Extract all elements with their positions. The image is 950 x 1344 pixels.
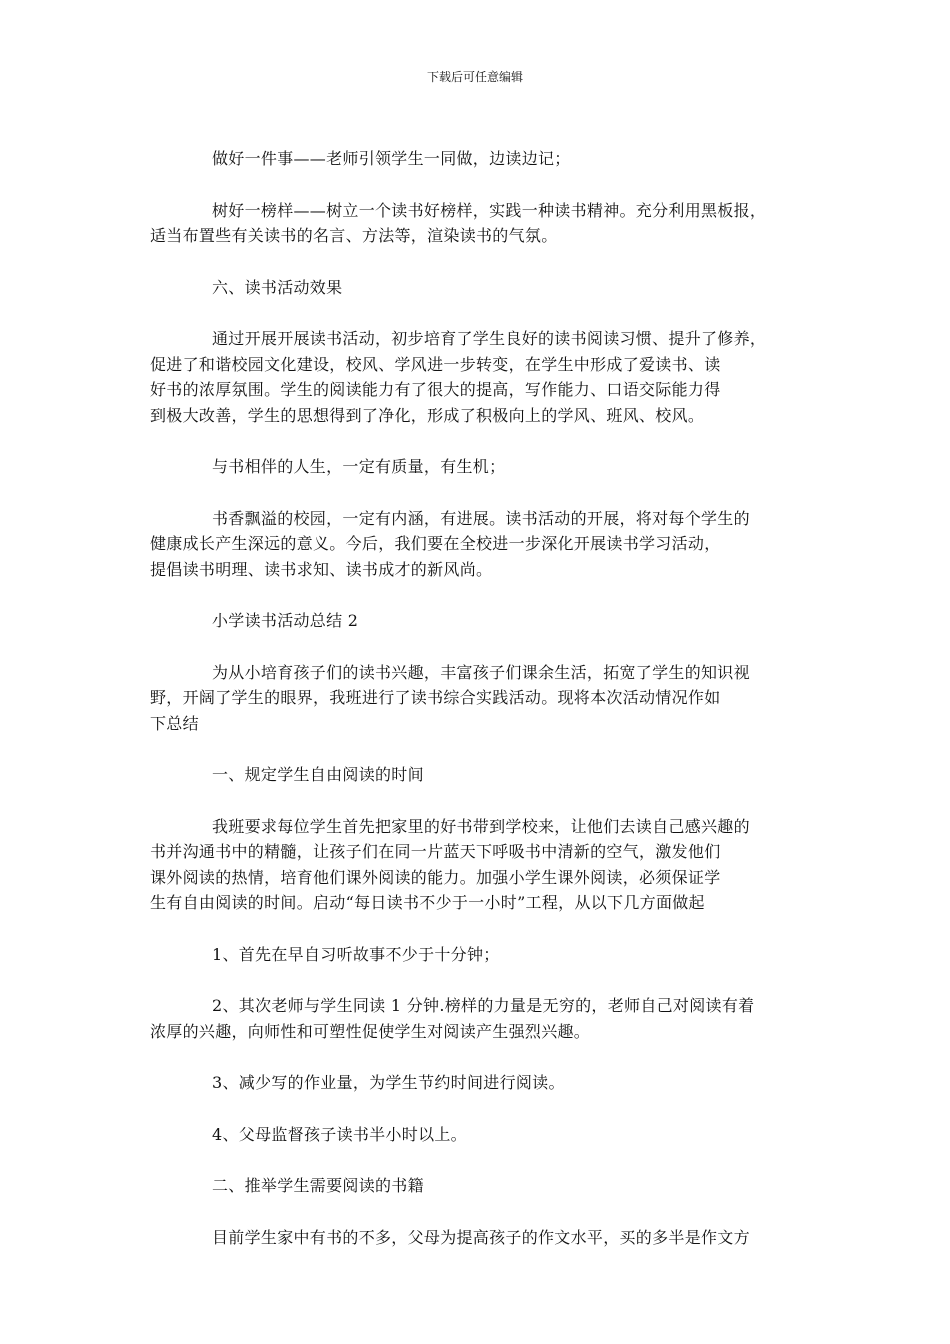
text-line: 与书相伴的人生，一定有质量，有生机； xyxy=(212,457,506,476)
text-line: 2、其次老师与学生同读 1 分钟.榜样的力量是无穷的，老师自己对阅读有着 xyxy=(212,996,755,1015)
text-line: 小学读书活动总结 2 xyxy=(212,611,359,630)
paragraph xyxy=(181,146,781,172)
text-line: 书并沟通书中的精髓，让孩子们在同一片蓝天下呼吸书中清新的空气，激发他们 xyxy=(150,842,721,861)
text-line: 促进了和谐校园文化建设，校风、学风进一步转变，在学生中形成了爱读书、读 xyxy=(150,354,721,374)
paragraph xyxy=(181,762,781,788)
text-line: 下总结 xyxy=(150,713,199,733)
paragraph xyxy=(181,454,781,480)
text-line: 1、首先在早自习听故事不少于十分钟； xyxy=(212,944,500,964)
text-line: 通过开展开展读书活动，初步培育了学生良好的读书阅读习惯、提升了修养， xyxy=(212,329,767,348)
paragraph xyxy=(181,608,781,634)
text-line: 适当布置些有关读书的名言、方法等，渲染读书的气氛。 xyxy=(150,226,558,245)
text-line: 野，开阔了学生的眼界，我班进行了读书综合实践活动。现将本次活动情况作如 xyxy=(150,688,721,707)
paragraph xyxy=(181,275,781,301)
paragraph xyxy=(181,1070,781,1096)
text-line: 为从小培育孩子们的读书兴趣，丰富孩子们课余生活，拓宽了学生的知识视 xyxy=(212,662,750,682)
text-line: 目前学生家中有书的不多，父母为提高孩子的作文水平，买的多半是作文方 xyxy=(212,1227,750,1247)
text-line: 到极大改善，学生的思想得到了净化，形成了积极向上的学风、班风、校风。 xyxy=(150,405,705,425)
paragraph xyxy=(181,942,781,968)
paragraph xyxy=(150,993,781,1044)
text-line: 树好一榜样——树立一个读书好榜样，实践一种读书精神。充分利用黑板报， xyxy=(212,200,767,220)
text-line: 浓厚的兴趣，向师性和可塑性促使学生对阅读产生强烈兴趣。 xyxy=(150,1021,591,1041)
page-header: 下载后可任意编辑 xyxy=(426,70,523,84)
paragraph xyxy=(150,198,781,249)
text-line: 3、减少写的作业量，为学生节约时间进行阅读。 xyxy=(212,1073,565,1092)
paragraph xyxy=(150,814,781,916)
text-line: 一、规定学生自由阅读的时间 xyxy=(212,765,424,784)
paragraph xyxy=(181,1122,781,1148)
text-line: 生有自由阅读的时间。启动“每日读书不少于一小时”工程，从以下几方面做起 xyxy=(150,893,705,912)
text-line: 我班要求每位学生首先把家里的好书带到学校来，让他们去读自己感兴趣的 xyxy=(212,816,750,836)
paragraph xyxy=(150,506,781,583)
paragraph xyxy=(181,1173,781,1199)
text-line: 好书的浓厚氛围。学生的阅读能力有了很大的提高，写作能力、口语交际能力得 xyxy=(150,380,721,399)
paragraph xyxy=(150,660,781,737)
text-line: 做好一件事——老师引领学生一同做，边读边记； xyxy=(212,149,571,168)
text-line: 六、读书活动效果 xyxy=(212,277,343,297)
text-line: 提倡读书明理、读书求知、读书成才的新风尚。 xyxy=(150,559,493,579)
text-line: 4、父母监督孩子读书半小时以上。 xyxy=(212,1124,467,1144)
document-body xyxy=(150,146,781,1276)
text-line: 健康成长产生深远的意义。今后，我们要在全校进一步深化开展读书学习活动， xyxy=(150,534,721,553)
paragraph xyxy=(150,326,781,428)
text-line: 书香飘溢的校园，一定有内涵，有进展。读书活动的开展，将对每个学生的 xyxy=(212,508,750,528)
text-line: 课外阅读的热情，培育他们课外阅读的能力。加强小学生课外阅读，必须保证学 xyxy=(150,867,721,887)
paragraph xyxy=(181,1225,781,1251)
text-line: 二、推举学生需要阅读的书籍 xyxy=(212,1176,424,1195)
